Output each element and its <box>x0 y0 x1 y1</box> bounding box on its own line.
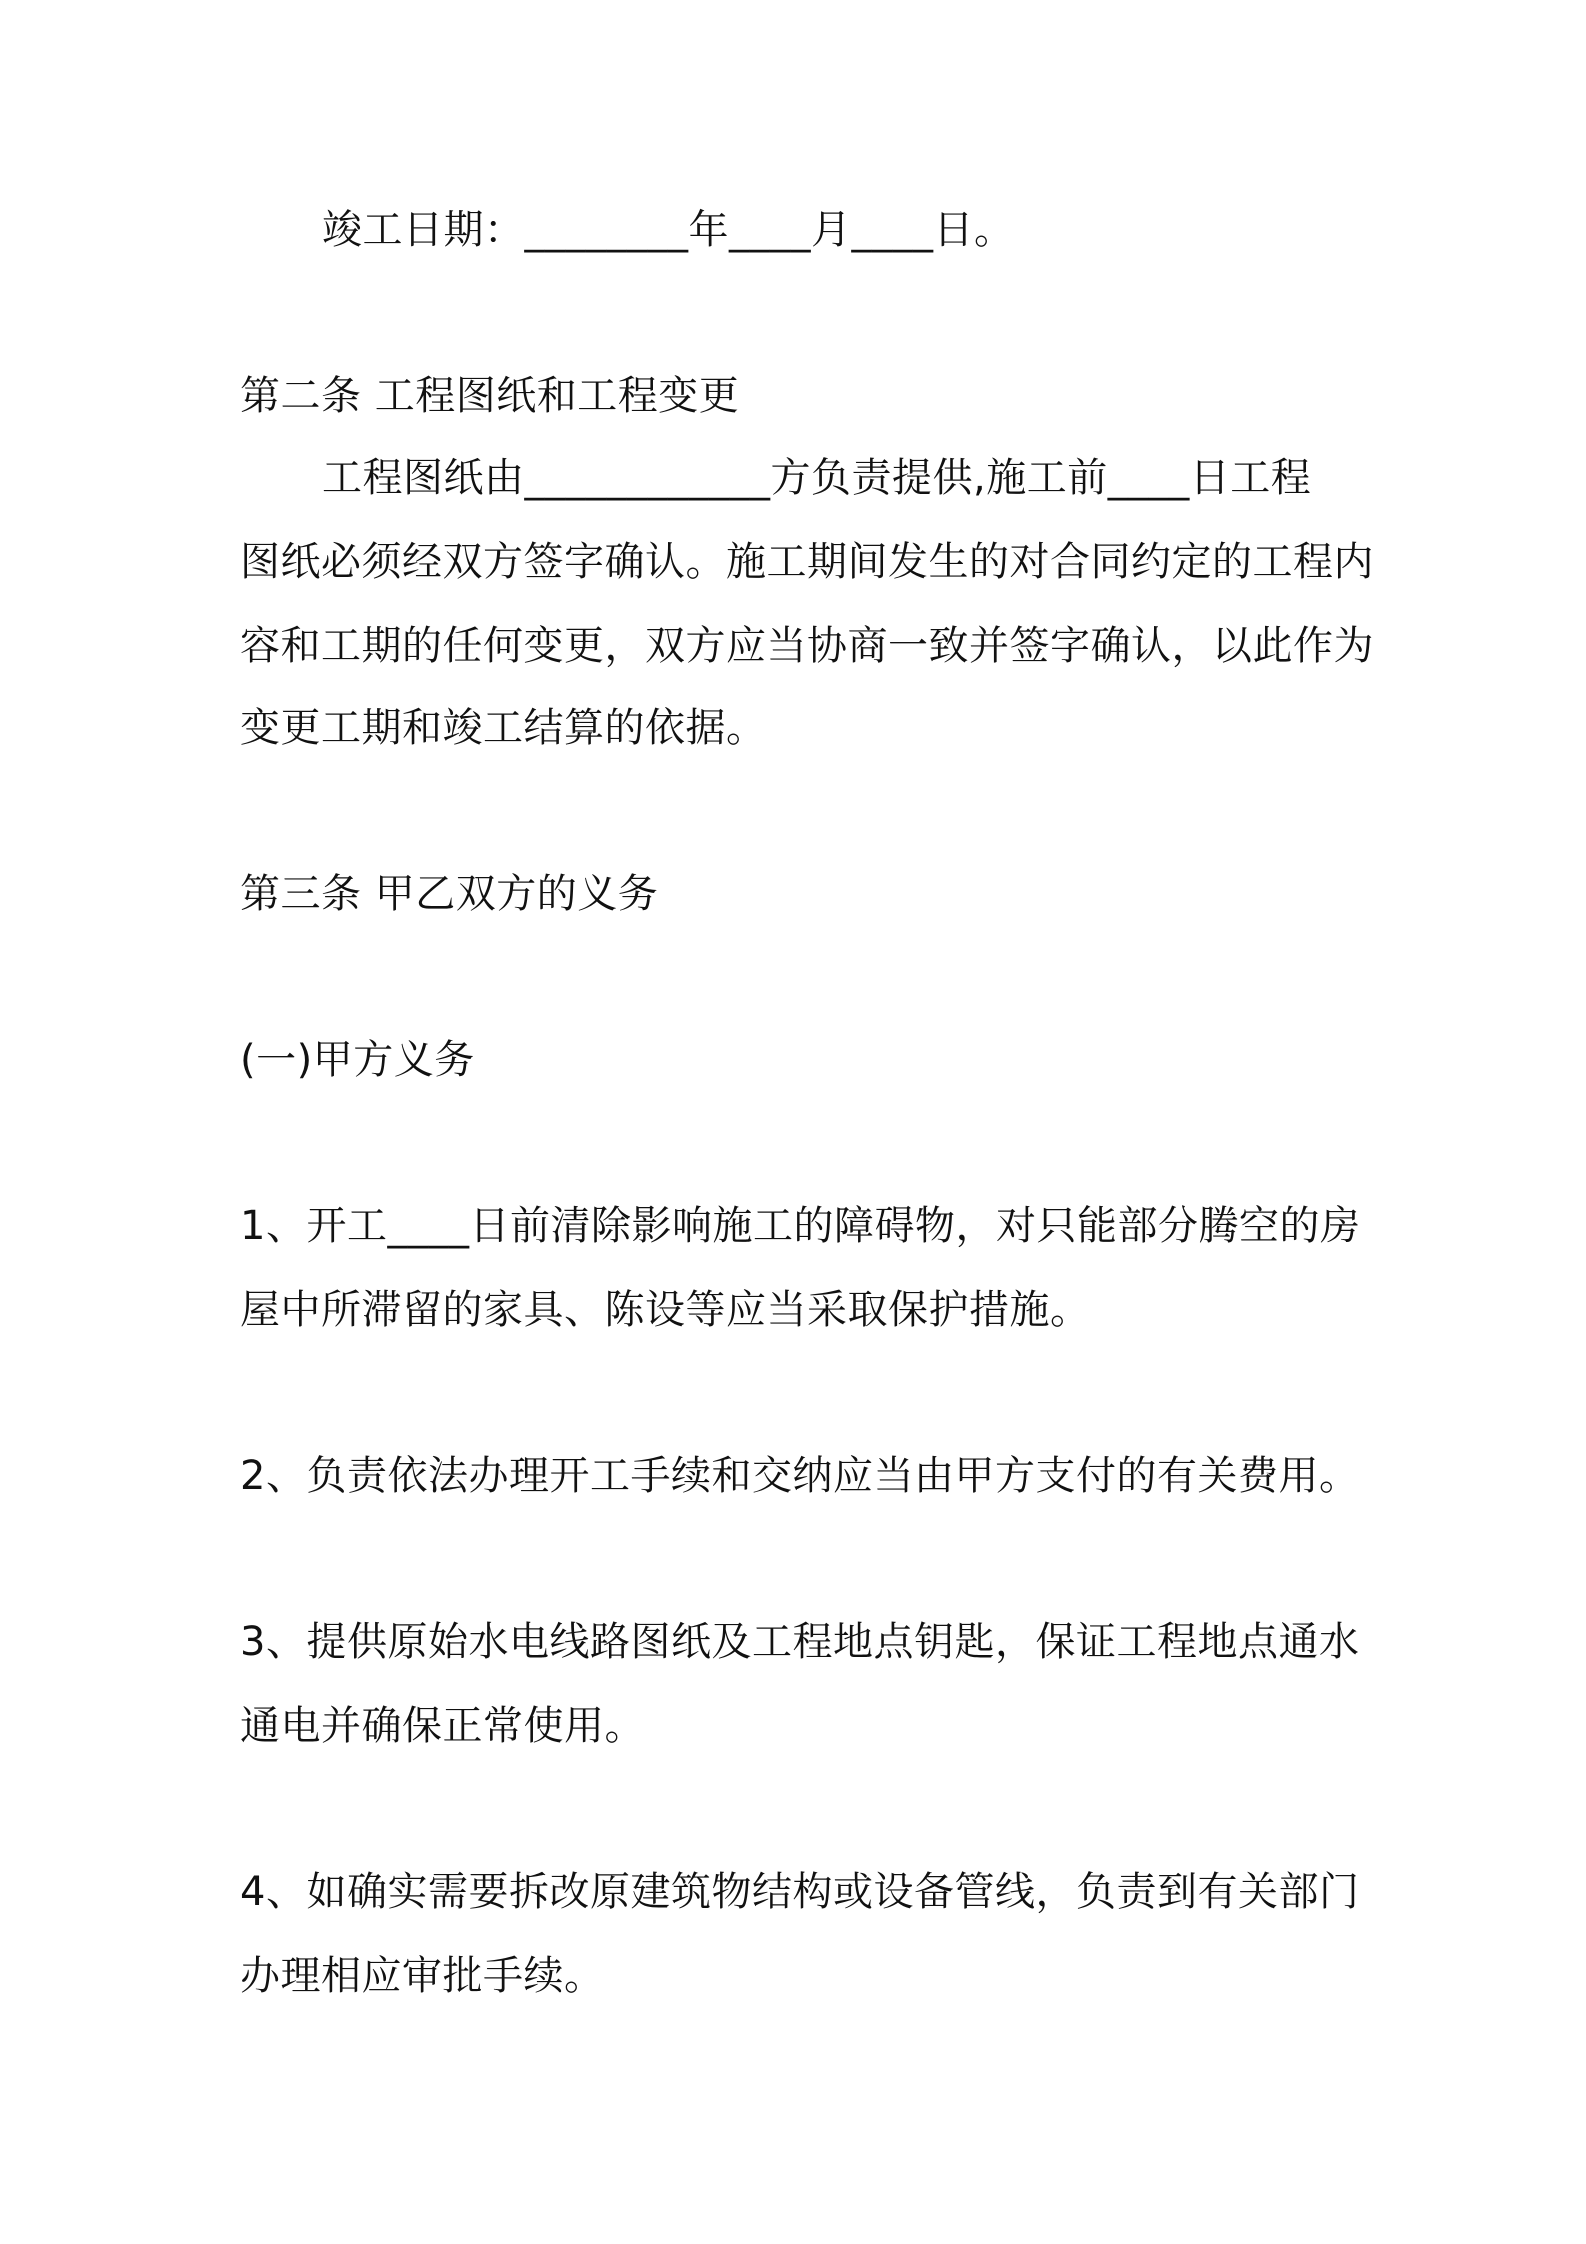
article-2-heading: 第二条 工程图纸和工程变更 <box>240 373 740 419</box>
completion-date-line: 竣工日期：________年____月____日。 <box>322 207 1015 253</box>
party-a-obligations-heading: (一)甲方义务 <box>240 1037 475 1083</box>
obligation-item-4-line: 4、如确实需要拆改原建筑物结构或设备管线，负责到有关部门 <box>240 1869 1360 1915</box>
article-3-heading: 第三条 甲乙双方的义务 <box>240 871 659 917</box>
obligation-item-2-line: 2、负责依法办理开工手续和交纳应当由甲方支付的有关费用。 <box>240 1453 1360 1499</box>
article-2-paragraph-line: 图纸必须经双方签字确认。施工期间发生的对合同约定的工程内 <box>240 539 1374 585</box>
obligation-item-1-line: 1、开工____日前清除影响施工的障碍物，对只能部分腾空的房 <box>240 1203 1361 1249</box>
obligation-item-3-line: 3、提供原始水电线路图纸及工程地点钥匙，保证工程地点通水 <box>240 1619 1360 1665</box>
obligation-item-4-line: 办理相应审批手续。 <box>240 1953 605 1999</box>
article-2-paragraph-line: 变更工期和竣工结算的依据。 <box>240 705 767 751</box>
article-2-paragraph-line: 工程图纸由____________方负责提供,施工前____日工程 <box>322 455 1312 501</box>
obligation-item-1-line: 屋中所滞留的家具、陈设等应当采取保护措施。 <box>240 1287 1091 1333</box>
article-2-paragraph-line: 容和工期的任何变更，双方应当协商一致并签字确认，以此作为 <box>240 623 1374 669</box>
obligation-item-3-line: 通电并确保正常使用。 <box>240 1703 645 1749</box>
